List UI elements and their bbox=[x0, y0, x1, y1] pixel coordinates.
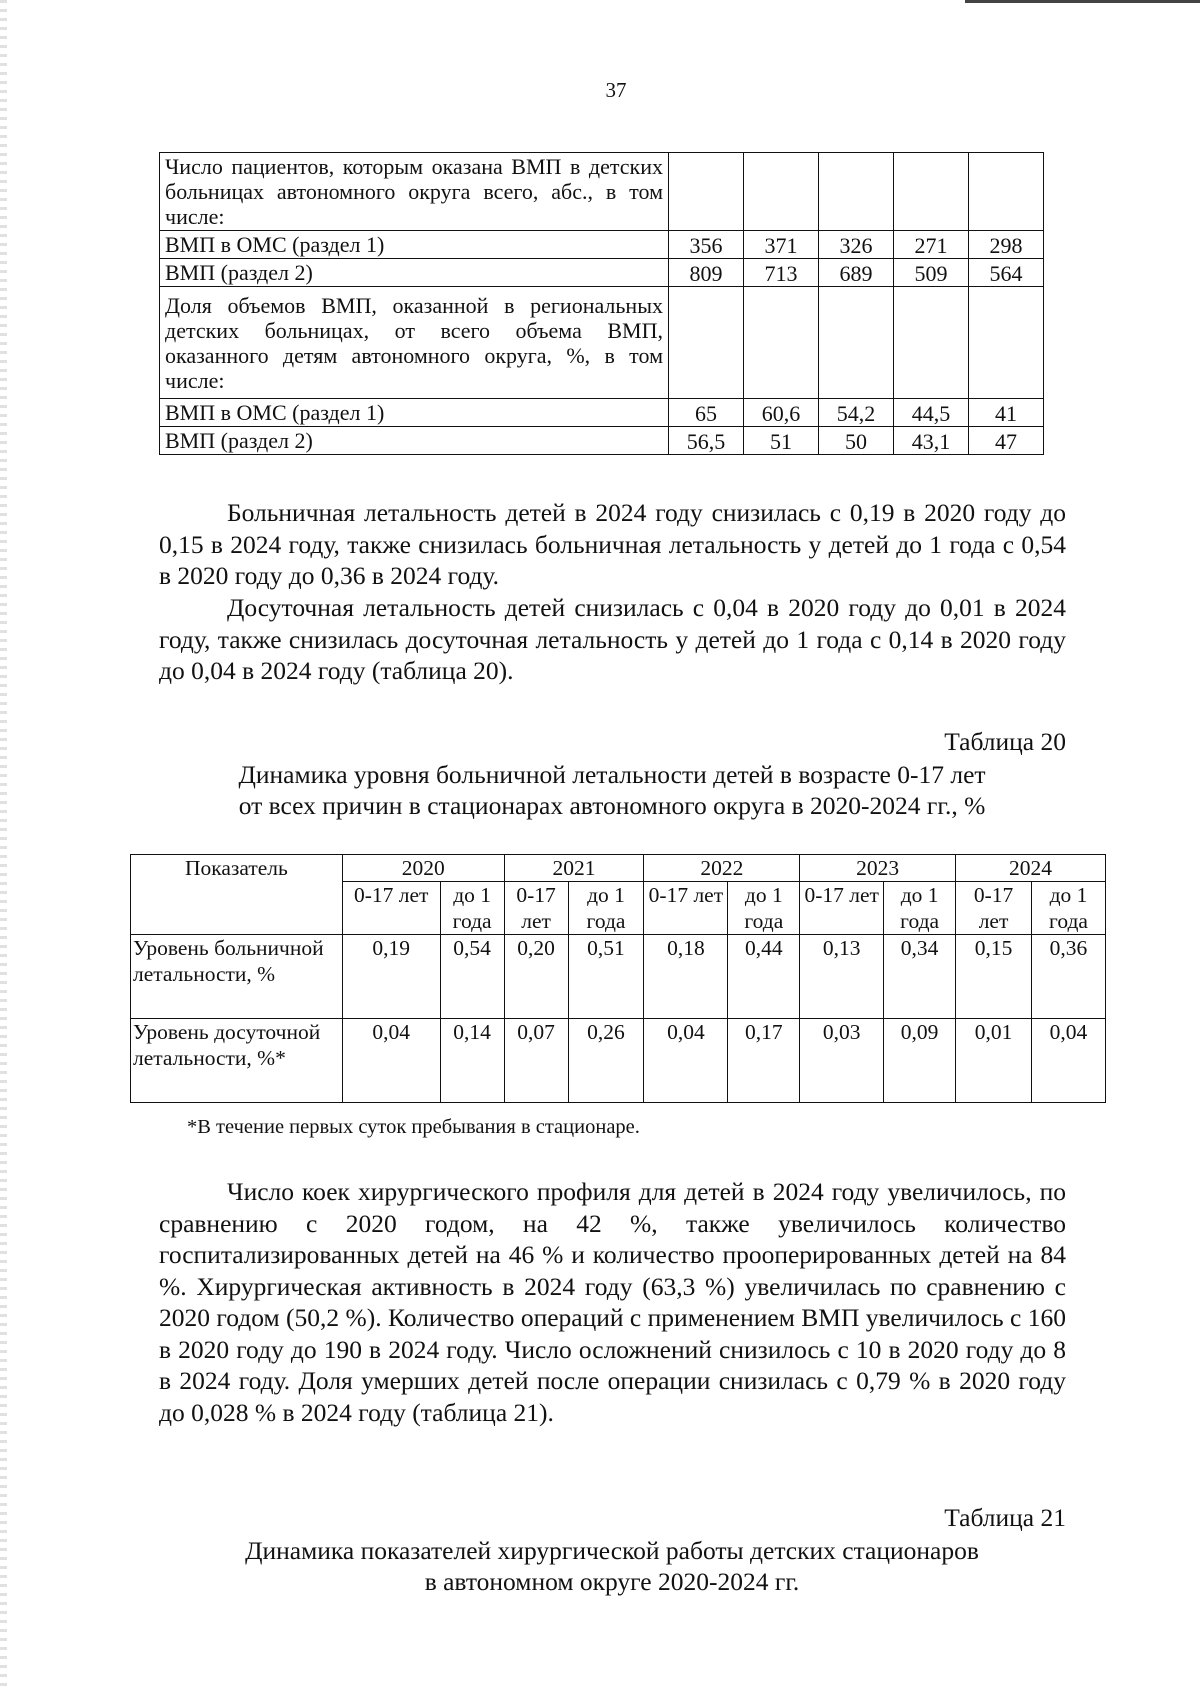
cell: 60,6 bbox=[744, 399, 819, 427]
table-number: Таблица 21 bbox=[944, 1503, 1066, 1532]
cell: 54,2 bbox=[819, 399, 894, 427]
header-age-0-17: 0-17 лет bbox=[342, 882, 440, 935]
row-label: Число пациентов, которым оказана ВМП в детских больницах автономного округа всего, абс., в том числе: bbox=[160, 153, 669, 231]
cell: 50 bbox=[819, 427, 894, 455]
row-label: ВМП в ОМС (раздел 1) bbox=[160, 231, 669, 259]
cell bbox=[969, 153, 1044, 231]
table-row bbox=[160, 259, 1044, 287]
table-row bbox=[160, 287, 1044, 399]
cell bbox=[744, 153, 819, 231]
cell: 0,20 bbox=[504, 935, 568, 1019]
header-year: 2022 bbox=[644, 855, 800, 882]
cell: 0,03 bbox=[800, 1019, 884, 1103]
cell: 0,01 bbox=[956, 1019, 1032, 1103]
cell: 713 bbox=[744, 259, 819, 287]
header-year: 2021 bbox=[504, 855, 644, 882]
row-label: Уровень больничной летальности, % bbox=[131, 935, 343, 1019]
table-header-row bbox=[131, 855, 1106, 882]
cell: 0,18 bbox=[644, 935, 728, 1019]
cell: 0,04 bbox=[1031, 1019, 1105, 1103]
cell bbox=[894, 287, 969, 399]
cell: 564 bbox=[969, 259, 1044, 287]
cell bbox=[969, 287, 1044, 399]
cell: 298 bbox=[969, 231, 1044, 259]
cell: 51 bbox=[744, 427, 819, 455]
header-age-under-1: до 1 года bbox=[1031, 882, 1105, 935]
cell bbox=[819, 287, 894, 399]
table-vmp bbox=[159, 152, 1044, 455]
table-mortality bbox=[130, 854, 1106, 1103]
cell: 0,15 bbox=[956, 935, 1032, 1019]
header-age-under-1: до 1 года bbox=[884, 882, 956, 935]
scan-edge-left bbox=[0, 0, 7, 1686]
cell: 0,51 bbox=[568, 935, 644, 1019]
header-year: 2023 bbox=[800, 855, 956, 882]
cell: 0,14 bbox=[440, 1019, 504, 1103]
cell: 0,19 bbox=[342, 935, 440, 1019]
cell: 0,34 bbox=[884, 935, 956, 1019]
cell: 65 bbox=[669, 399, 744, 427]
table-row bbox=[131, 1019, 1106, 1103]
cell: 689 bbox=[819, 259, 894, 287]
cell: 809 bbox=[669, 259, 744, 287]
table-row bbox=[160, 399, 1044, 427]
cell: 47 bbox=[969, 427, 1044, 455]
header-age-under-1: до 1 года bbox=[568, 882, 644, 935]
header-age-0-17: 0-17 лет bbox=[504, 882, 568, 935]
cell: 0,54 bbox=[440, 935, 504, 1019]
row-label: ВМП (раздел 2) bbox=[160, 259, 669, 287]
cell: 0,04 bbox=[644, 1019, 728, 1103]
cell bbox=[669, 153, 744, 231]
cell bbox=[819, 153, 894, 231]
header-year: 2024 bbox=[956, 855, 1106, 882]
header-age-under-1: до 1 года bbox=[728, 882, 800, 935]
header-age-0-17: 0-17 лет bbox=[800, 882, 884, 935]
table-title-line: от всех причин в стационарах автономного округа в 2020-2024 гг., % bbox=[238, 791, 986, 820]
row-label: ВМП в ОМС (раздел 1) bbox=[160, 399, 669, 427]
table-row bbox=[131, 935, 1106, 1019]
cell: 0,36 bbox=[1031, 935, 1105, 1019]
row-label: ВМП (раздел 2) bbox=[160, 427, 669, 455]
row-label: Уровень досуточной летальности, %* bbox=[131, 1019, 343, 1103]
table-row bbox=[160, 427, 1044, 455]
table-title-line: Динамика показателей хирургической работы детских стационаров bbox=[245, 1536, 979, 1565]
cell: 356 bbox=[669, 231, 744, 259]
cell: 271 bbox=[894, 231, 969, 259]
cell: 0,13 bbox=[800, 935, 884, 1019]
cell: 509 bbox=[894, 259, 969, 287]
page-number: 37 bbox=[605, 78, 627, 102]
table-row bbox=[160, 153, 1044, 231]
cell: 43,1 bbox=[894, 427, 969, 455]
header-year: 2020 bbox=[342, 855, 504, 882]
cell bbox=[669, 287, 744, 399]
cell: 0,09 bbox=[884, 1019, 956, 1103]
cell: 0,04 bbox=[342, 1019, 440, 1103]
cell: 0,26 bbox=[568, 1019, 644, 1103]
row-label: Доля объемов ВМП, оказанной в региональных детских больницах, от всего объема ВМП, оказанного детям автономного округа, %, в том числе: bbox=[160, 287, 669, 399]
cell bbox=[744, 287, 819, 399]
cell: 44,5 bbox=[894, 399, 969, 427]
paragraph: Досуточная летальность детей снизилась с 0,04 в 2020 году до 0,01 в 2024 году, также снизилась досуточная летальность у детей до 1 года с 0,14 в 2020 году до 0,04 в 2024 году (таблица 20). bbox=[159, 593, 1066, 685]
table-number: Таблица 20 bbox=[944, 727, 1066, 756]
table-title bbox=[100, 759, 1124, 821]
cell: 0,17 bbox=[728, 1019, 800, 1103]
table-title bbox=[100, 1535, 1124, 1597]
cell: 326 bbox=[819, 231, 894, 259]
paragraph: Больничная летальность детей в 2024 году снизилась с 0,19 в 2020 году до 0,15 в 2024 году, также снизилась больничная летальность у детей до 1 года с 0,54 в 2020 году до 0,36 в 2024 году. bbox=[159, 498, 1066, 590]
cell: 0,07 bbox=[504, 1019, 568, 1103]
table-title-line: Динамика уровня больничной летальности детей в возрасте 0-17 лет bbox=[238, 760, 986, 789]
cell: 56,5 bbox=[669, 427, 744, 455]
header-age-0-17: 0-17 лет bbox=[956, 882, 1032, 935]
header-age-under-1: до 1 года bbox=[440, 882, 504, 935]
table-title-line: в автономном округе 2020-2024 гг. bbox=[424, 1567, 800, 1596]
cell: 371 bbox=[744, 231, 819, 259]
cell: 41 bbox=[969, 399, 1044, 427]
header-indicator: Показатель bbox=[131, 855, 343, 935]
paragraph: Число коек хирургического профиля для детей в 2024 году увеличилось, по сравнению с 2020 годом, на 42 %, также увеличилось количество госпитализированных детей на 46 % и количество прооперированных детей на 84 %. Хирургическая активность в 2024 году (63,3 %) увеличилась по сравнению с 2020 годом (50,2 %). Количество операций с применением ВМП увеличилось с 160 в 2020 году до 190 в 2024 году. Число осложнений снизилось с 10 в 2020 году до 8 в 2024 году. Доля умерших детей после операции снизилась с 0,79 % в 2020 году до 0,028 % в 2024 году (таблица 21). bbox=[159, 1177, 1066, 1427]
cell bbox=[894, 153, 969, 231]
scan-edge-top bbox=[965, 0, 1200, 3]
header-age-0-17: 0-17 лет bbox=[644, 882, 728, 935]
table-row bbox=[160, 231, 1044, 259]
table-footnote: *В течение первых суток пребывания в стационаре. bbox=[187, 1116, 640, 1138]
cell: 0,44 bbox=[728, 935, 800, 1019]
